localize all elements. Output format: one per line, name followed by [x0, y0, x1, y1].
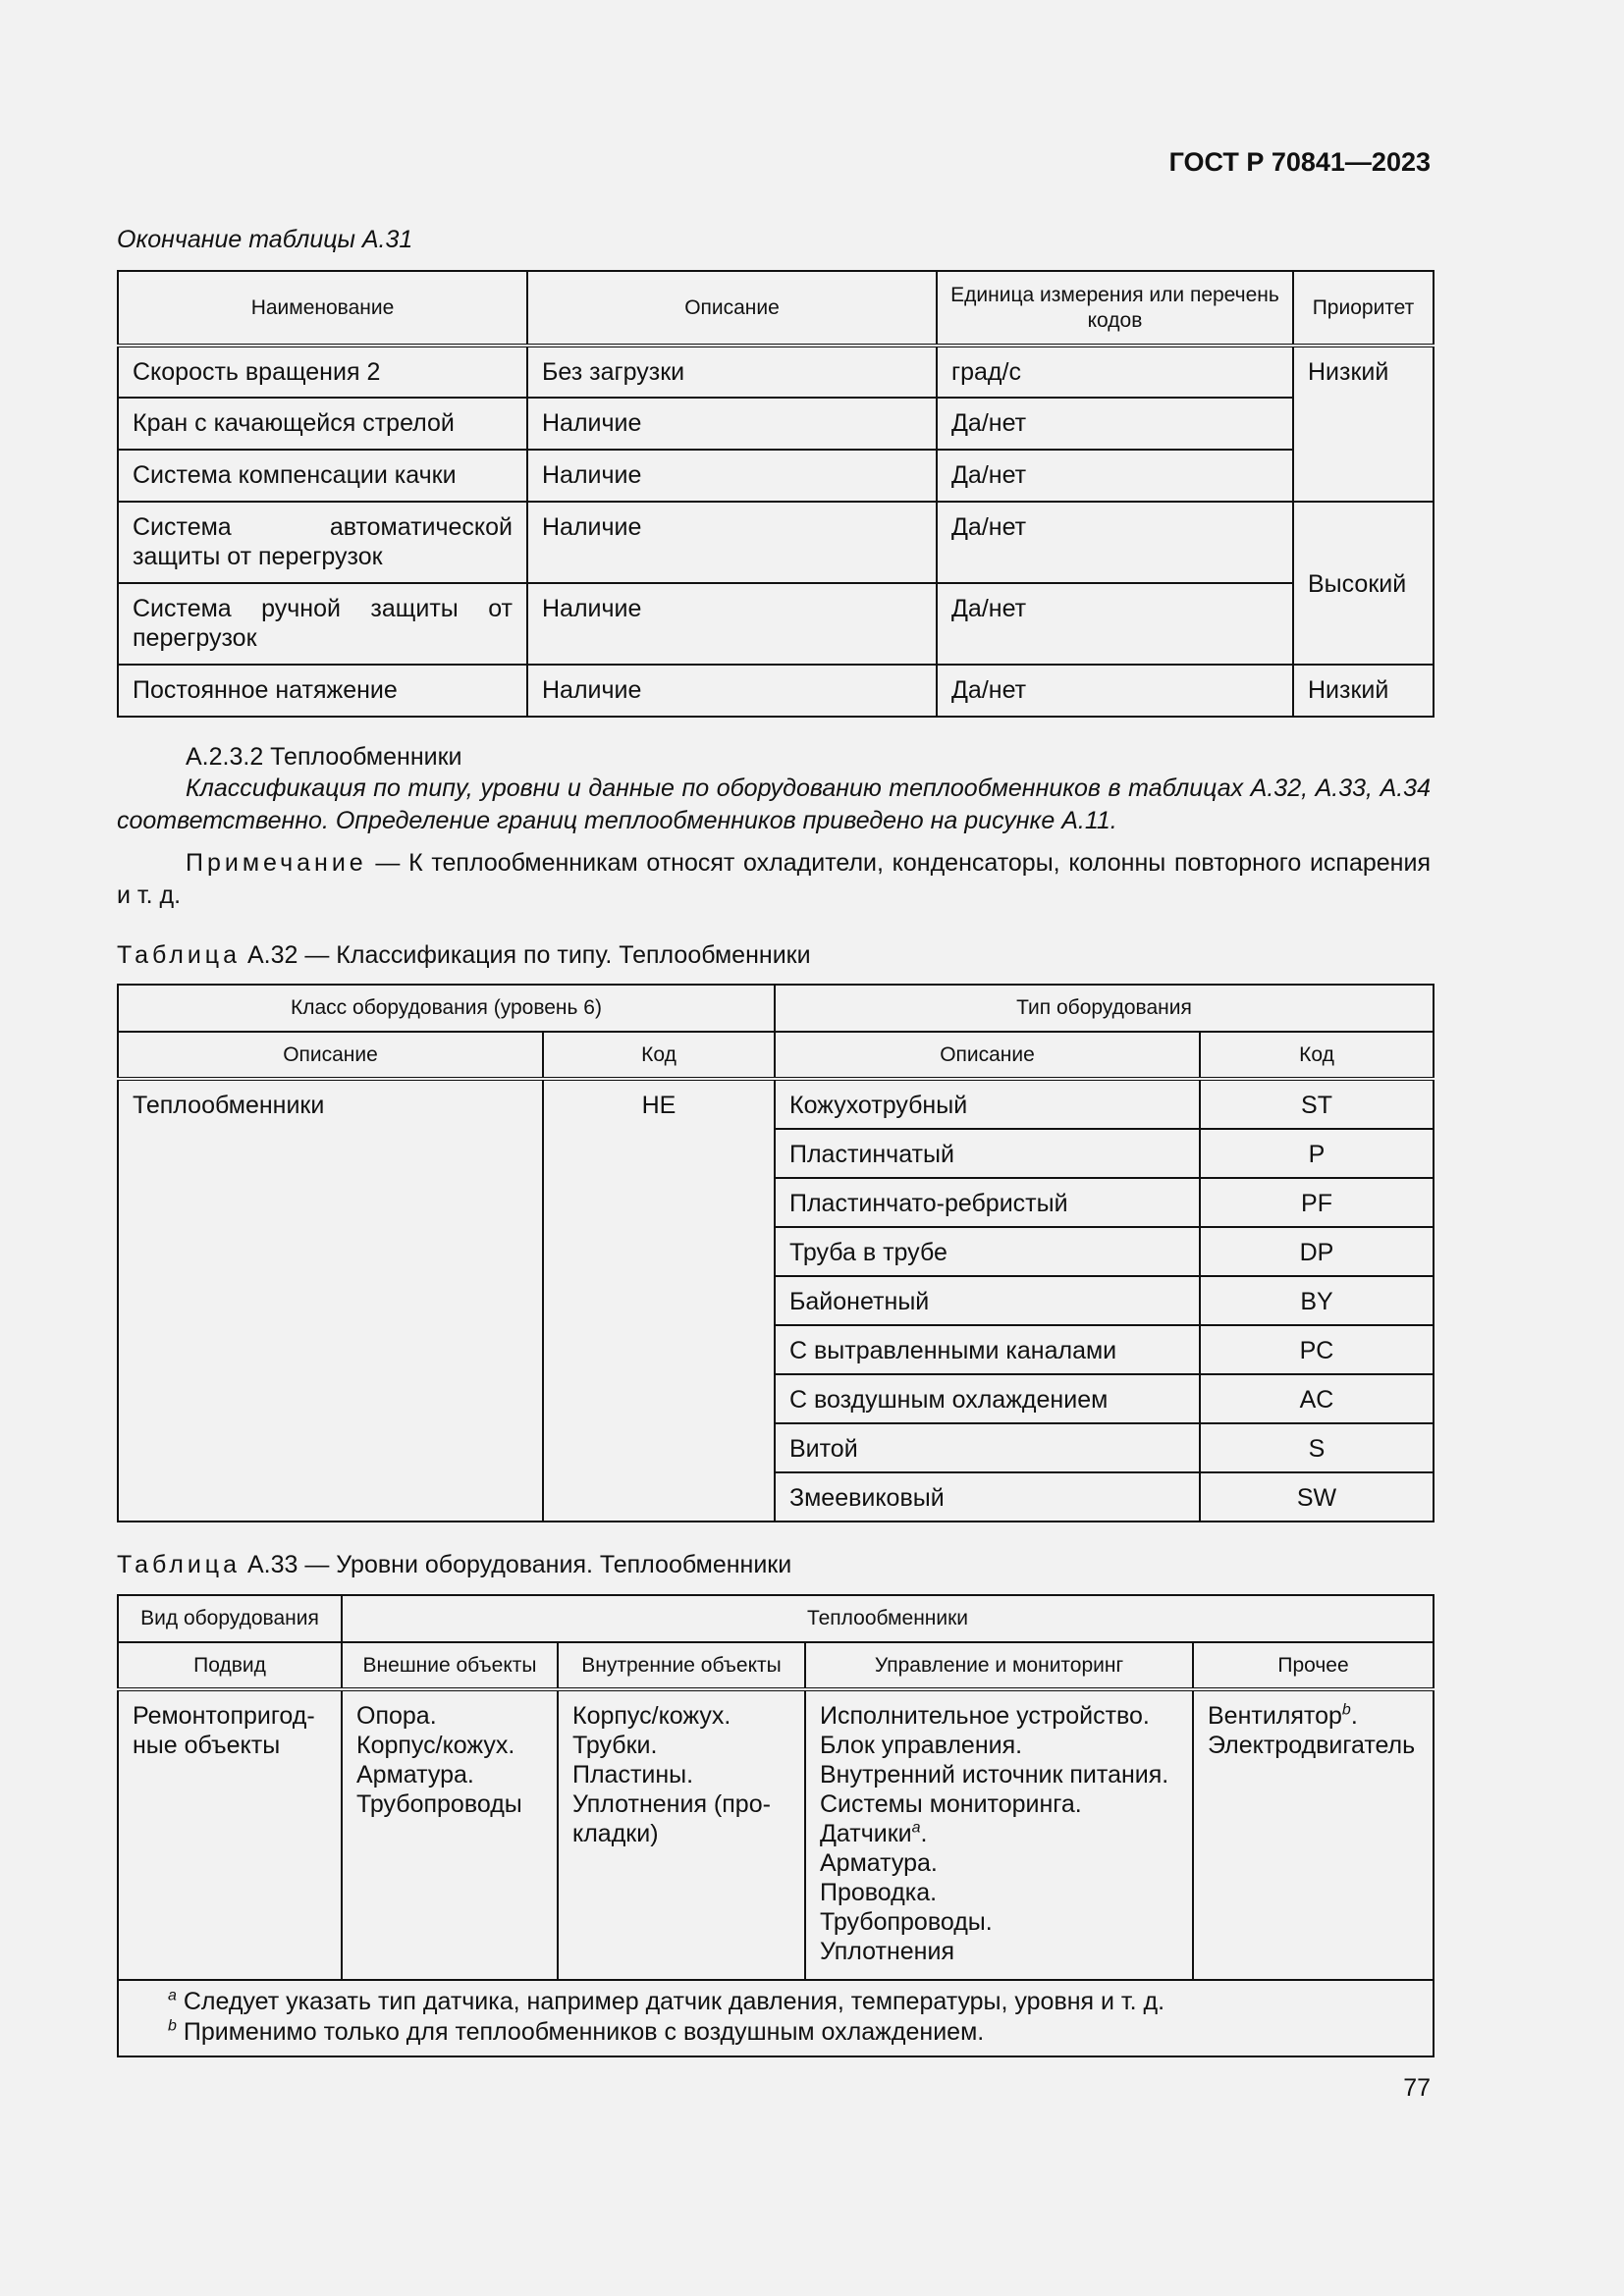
list-item: Трубки.: [572, 1732, 658, 1759]
table31-row-desc: Наличие: [527, 502, 937, 583]
note-text: — К теплообменникам относят охладители, конденсаторы, колонны повторного испарения и т. д.: [117, 849, 1431, 909]
table31-row-desc: Наличие: [527, 583, 937, 665]
fan-label: Вентилятор: [1208, 1702, 1342, 1730]
table32-type-code: DP: [1200, 1227, 1434, 1276]
footnote: [168, 1987, 1419, 2017]
table32-caption-text: А.32 — Классификация по типу. Теплообменники: [241, 941, 811, 969]
table31: [117, 270, 1435, 718]
table33-col-control: Управление и мониторинг: [805, 1642, 1193, 1689]
table32-type-desc: Пластинчато-ребристый: [775, 1178, 1200, 1227]
table33-caption: [117, 1551, 791, 1579]
list-item: Системы мониторинга.: [820, 1790, 1082, 1818]
list-item: Корпус/кожух.: [572, 1702, 731, 1730]
table32-type-code: PF: [1200, 1178, 1434, 1227]
table31-row-name: Кран с качающейся стрелой: [118, 398, 527, 450]
table33-internal: [558, 1689, 805, 1980]
table32-type-code: S: [1200, 1423, 1434, 1472]
section-title: А.2.3.2 Теплообменники: [186, 743, 462, 771]
table32-type-desc: Труба в трубе: [775, 1227, 1200, 1276]
table33-col-external: Внешние объекты: [342, 1642, 558, 1689]
table31-col-name: Наименование: [118, 271, 527, 346]
table32-group-type: Тип оборудования: [775, 985, 1434, 1032]
footnote-text: Применимо только для теплообменников с воздушным охлаждением.: [176, 2018, 985, 2046]
list-item: Арматура.: [356, 1761, 474, 1789]
table32-type-code: BY: [1200, 1276, 1434, 1325]
list-item: Трубопроводы.: [820, 1908, 993, 1936]
table32-type-code: SW: [1200, 1472, 1434, 1522]
list-item: Уплотнения: [820, 1938, 954, 1965]
list-item: Опора.: [356, 1702, 437, 1730]
table31-row-unit: град/с: [937, 346, 1293, 398]
list-item: Проводка.: [820, 1879, 938, 1906]
table31-row-unit: Да/нет: [937, 398, 1293, 450]
table32-type-code: PC: [1200, 1325, 1434, 1374]
table33-col-internal: Внутренние объекты: [558, 1642, 805, 1689]
list-item: Корпус/кожух.: [356, 1732, 515, 1759]
table32-class-desc: Теплообменники: [118, 1079, 543, 1522]
table32-col-type-desc: Описание: [775, 1032, 1200, 1079]
table33-control: [805, 1689, 1193, 1980]
table31-row-desc: Наличие: [527, 665, 937, 717]
table33-caption-text: А.33 — Уровни оборудования. Теплообменники: [241, 1551, 792, 1578]
table33-subtype: Ремонтопригодные объекты: [118, 1689, 342, 1980]
table32-type-desc: С воздушным охлаждением: [775, 1374, 1200, 1423]
table32-group-class: Класс оборудования (уровень 6): [118, 985, 775, 1032]
list-item: Пластины.: [572, 1761, 694, 1789]
footnote-mark: b: [1341, 1701, 1351, 1719]
table32-type-desc: Змеевиковый: [775, 1472, 1200, 1522]
table32-class-code: HE: [543, 1079, 775, 1522]
table31-row-unit: Да/нет: [937, 665, 1293, 717]
table32-type-desc: Пластинчатый: [775, 1129, 1200, 1178]
table33-caption-label: Таблица: [117, 1551, 242, 1578]
footnote-mark: b: [168, 2017, 177, 2035]
footnote-mark: a: [911, 1819, 921, 1837]
table33-kind-value: Теплообменники: [342, 1595, 1434, 1642]
table33-col-other: Прочее: [1193, 1642, 1434, 1689]
table31-caption: Окончание таблицы А.31: [117, 226, 413, 253]
list-item: Внутренний источник питания.: [820, 1761, 1169, 1789]
table31-row-desc: Наличие: [527, 450, 937, 502]
table32-type-code: P: [1200, 1129, 1434, 1178]
list-item: Электродвигатель: [1208, 1732, 1416, 1759]
table31-row-name: Система компенсации качки: [118, 450, 527, 502]
table31-row-unit: Да/нет: [937, 450, 1293, 502]
table32-col-type-code: Код: [1200, 1032, 1434, 1079]
table31-row-name: Постоянное натяжение: [118, 665, 527, 717]
table31-col-desc: Описание: [527, 271, 937, 346]
table31-priority: Низкий: [1293, 665, 1434, 717]
note-label: Примечание: [186, 849, 367, 877]
table33: [117, 1594, 1435, 2057]
table32-col-class-desc: Описание: [118, 1032, 543, 1079]
table31-priority: Низкий: [1293, 346, 1434, 502]
page-number: 77: [1403, 2074, 1431, 2102]
table33-footnotes: [118, 1980, 1434, 2056]
list-item: Блок управления.: [820, 1732, 1023, 1759]
footnote: [168, 2017, 1419, 2048]
table33-kind-label: Вид оборудования: [118, 1595, 342, 1642]
table32-type-desc: Кожухотрубный: [775, 1079, 1200, 1129]
table32-type-desc: Витой: [775, 1423, 1200, 1472]
table33-other: [1193, 1689, 1434, 1980]
table31-row-unit: Да/нет: [937, 502, 1293, 583]
list-item: Вентилятор$^b$.: [1208, 1701, 1358, 1730]
table31-priority: Высокий: [1293, 502, 1434, 665]
footnote-mark: a: [168, 1987, 177, 2004]
table31-col-unit: Единица измерения или перечень кодов: [937, 271, 1293, 346]
table31-row-desc: Наличие: [527, 398, 937, 450]
table33-external: [342, 1689, 558, 1980]
list-item: Трубопроводы: [356, 1790, 522, 1818]
table31-col-priority: Приоритет: [1293, 271, 1434, 346]
table32-type-code: AC: [1200, 1374, 1434, 1423]
table32-type-desc: Байонетный: [775, 1276, 1200, 1325]
section-note: [117, 847, 1431, 912]
table32-caption-label: Таблица: [117, 941, 242, 969]
table31-row-name: Система автоматической защиты от перегрузок: [118, 502, 527, 583]
list-item: Уплотнения (прокладки): [572, 1790, 771, 1847]
table32-caption: [117, 941, 811, 970]
table33-col-subtype: Подвид: [118, 1642, 342, 1689]
table32-type-desc: С вытравленными каналами: [775, 1325, 1200, 1374]
sensor-label: Датчики: [820, 1820, 912, 1847]
table32-col-class-code: Код: [543, 1032, 775, 1079]
section-text: Классификация по типу, уровни и данные по оборудованию теплообменников в таблицах А.32, А.33, А.34 соответственно. Определение границ теплообменников приведено на рисунке А.11.: [117, 774, 1431, 834]
table31-row-name: Система ручной защиты от перегрузок: [118, 583, 527, 665]
table31-row-unit: Да/нет: [937, 583, 1293, 665]
table31-row-name: Скорость вращения 2: [118, 346, 527, 398]
list-item: Арматура.: [820, 1849, 938, 1877]
footnote-text: Следует указать тип датчика, например датчик давления, температуры, уровня и т. д.: [176, 1988, 1165, 2015]
list-item: Датчики$^a$.: [820, 1819, 928, 1847]
list-item: Исполнительное устройство.: [820, 1702, 1150, 1730]
document-header: ГОСТ Р 70841—2023: [1168, 147, 1431, 177]
table32-type-code: ST: [1200, 1079, 1434, 1129]
table31-row-desc: Без загрузки: [527, 346, 937, 398]
table32: [117, 984, 1435, 1522]
